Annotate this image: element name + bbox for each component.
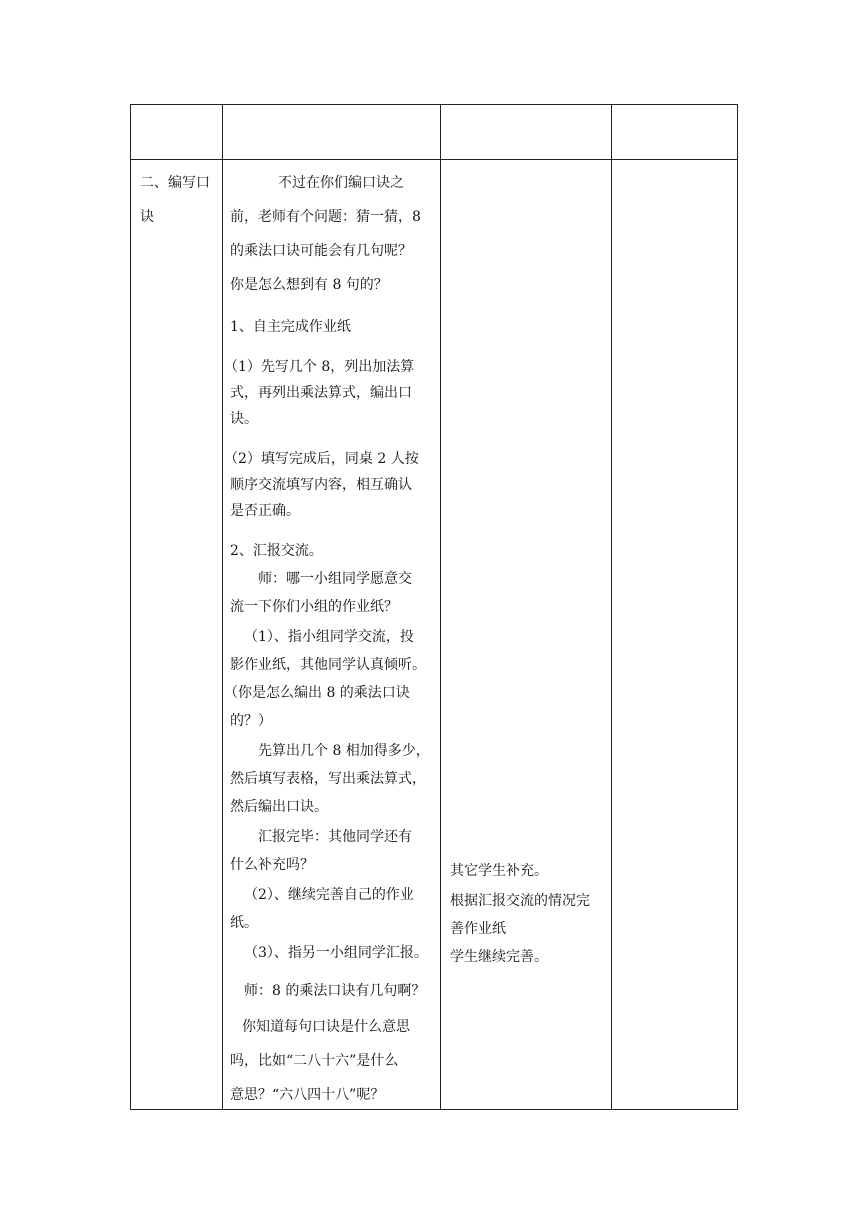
content-line: 先算出几个 8 相加得多少，	[258, 743, 430, 759]
activity-line: 学生继续完善。	[450, 949, 548, 965]
content-line: 你是怎么想到有 8 句的？	[230, 277, 388, 293]
content-line: 顺序交流填写内容，相互确认	[230, 477, 412, 493]
content-line: 的乘法口诀可能会有几句呢？	[230, 243, 412, 259]
content-line: 师：8 的乘法口诀有几句啊？	[244, 983, 426, 999]
content-line: 诀。	[230, 411, 258, 427]
content-line: 是否正确。	[230, 503, 300, 519]
content-line: 不过在你们编口诀之	[278, 175, 404, 191]
activity-line: 善作业纸	[450, 921, 506, 937]
content-line: 1、自主完成作业纸	[230, 319, 351, 335]
content-line: 什么补充吗？	[230, 857, 314, 873]
content-line: （2）填写完成后，同桌 2 人按	[224, 451, 419, 467]
content-line: 的？）	[230, 713, 272, 729]
content-line: 你知道每句口诀是什么意思	[242, 1019, 410, 1035]
column-divider-2	[440, 104, 441, 1110]
section-heading-line-2: 诀	[140, 209, 154, 225]
content-line: （1）、指小组同学交流，投	[244, 629, 414, 645]
content-line: 式，再列出乘法算式，编出口	[230, 385, 412, 401]
content-line: 流一下你们小组的作业纸？	[230, 599, 398, 615]
content-line: 影作业纸，其他同学认真倾听。	[230, 657, 426, 673]
content-line: 意思？“六八四十八”呢？	[230, 1087, 385, 1103]
content-line: （2）、继续完善自己的作业	[244, 887, 414, 903]
column-divider-3	[611, 104, 612, 1110]
content-line: 前，老师有个问题：猜一猜，8	[230, 209, 421, 225]
content-line: 师：哪一小组同学愿意交	[258, 571, 412, 587]
content-line: 吗，比如“二八十六”是什么	[230, 1053, 399, 1069]
content-line: 然后编出口诀。	[230, 799, 328, 815]
content-line: 汇报完毕：其他同学还有	[258, 829, 412, 845]
content-line: 纸。	[230, 915, 258, 931]
activity-line: 其它学生补充。	[450, 863, 548, 879]
content-line: （你是怎么编出 8 的乘法口诀	[224, 685, 410, 701]
lesson-table	[130, 104, 738, 1110]
activity-line: 根据汇报交流的情况完	[450, 893, 590, 909]
content-line: 然后填写表格，写出乘法算式，	[230, 771, 426, 787]
table-left-border	[130, 104, 131, 1110]
content-line: （1）先写几个 8，列出加法算	[224, 359, 415, 375]
content-line: 2、汇报交流。	[230, 543, 323, 559]
column-divider-1	[222, 104, 223, 1110]
table-right-border	[737, 104, 738, 1110]
section-heading-line-1: 二、编写口	[140, 175, 210, 191]
content-line: （3）、指另一小组同学汇报。	[244, 945, 428, 961]
